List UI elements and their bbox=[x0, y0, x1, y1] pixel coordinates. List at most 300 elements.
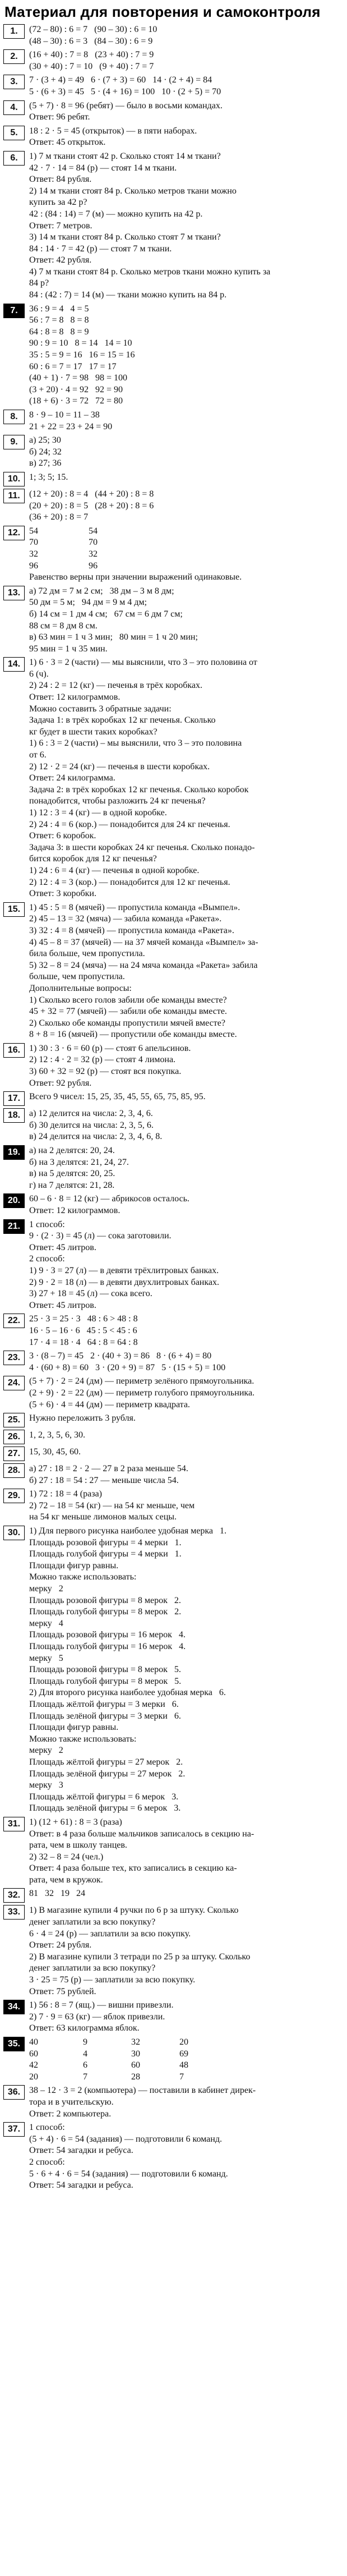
solution-line: 1 способ: bbox=[29, 1219, 65, 1229]
exercise-number-badge: 20. bbox=[3, 1193, 25, 1208]
solution-line: 2) 24 : 4 = 6 (кор.) — понадобится для 24 кг печенья. bbox=[29, 819, 230, 829]
solution-line: (48 – 30) : 6 = 3 (84 – 30) : 6 = 9 bbox=[29, 36, 153, 46]
exercise-item bbox=[3, 1043, 341, 1089]
solution-line: 5 · (6 + 3) = 45 5 · (4 + 16) = 100 10 · (2 + 5) = 70 bbox=[29, 86, 221, 97]
exercise-solution bbox=[29, 2122, 341, 2192]
exercise-solution bbox=[29, 1463, 341, 1486]
grid-cell: 54 bbox=[29, 526, 38, 536]
exercise-solution bbox=[29, 657, 341, 899]
solution-line: (20 + 20) : 8 = 5 (28 + 20) : 8 = 6 bbox=[29, 500, 154, 511]
solution-line: Ответ: 12 килограммов. bbox=[29, 1206, 121, 1215]
solution-line: Площадь жёлтой фигуры = 27 мерок 2. bbox=[29, 1757, 183, 1767]
exercise-item bbox=[3, 1905, 341, 1998]
exercise-number-badge: 21. bbox=[3, 1219, 25, 1234]
solution-line: 42 · 7 · 14 = 84 (р) — стоят 14 м ткани. bbox=[29, 163, 177, 173]
page-title: Материал для повторения и самоконтроля bbox=[4, 3, 321, 20]
solution-line: Площадь жёлтой фигуры = 6 мерок 3. bbox=[29, 1792, 179, 1802]
exercise-item bbox=[3, 1193, 341, 1216]
exercise-solution bbox=[29, 1817, 341, 1886]
exercise-solution bbox=[29, 75, 341, 98]
solution-line: 42 : (84 : 14) = 7 (м) — можно купить на 42 р. bbox=[29, 209, 203, 219]
exercise-item bbox=[3, 489, 341, 524]
grid-cell: 96 bbox=[89, 561, 98, 571]
exercise-number-badge: 7. bbox=[3, 304, 25, 318]
solution-line: Задача 1: в трёх коробках 12 кг печенья. Сколько bbox=[29, 715, 216, 725]
exercise-solution bbox=[29, 902, 341, 1041]
exercise-number-badge: 19. bbox=[3, 1145, 25, 1160]
exercise-item bbox=[3, 151, 341, 301]
solution-line: 84 : 14 · 7 = 42 (р) — стоят 7 м ткани. bbox=[29, 244, 172, 254]
grid-cell: 96 bbox=[29, 561, 38, 571]
exercise-item bbox=[3, 435, 341, 470]
exercise-item bbox=[3, 1447, 341, 1461]
solution-line: 2 способ: bbox=[29, 1254, 65, 1264]
exercise-solution bbox=[29, 1905, 341, 1998]
solution-line: Площадь голубой фигуры = 4 мерки 1. bbox=[29, 1549, 182, 1559]
exercise-solution bbox=[29, 410, 341, 433]
solution-line: Ответ: 45 открыток. bbox=[29, 137, 106, 148]
solution-line: Площадь жёлтой фигуры = 3 мерки 6. bbox=[29, 1699, 179, 1709]
solution-line: больше, чем пропустила. bbox=[29, 972, 125, 982]
solution-line: Ответ: 42 рубля. bbox=[29, 255, 92, 265]
solution-line: Площадь голубой фигуры = 8 мерок 5. bbox=[29, 1676, 182, 1686]
solution-line: (40 + 1) · 7 = 98 98 = 100 bbox=[29, 373, 128, 383]
exercise-item bbox=[3, 2122, 341, 2192]
grid-cell: 32 bbox=[29, 549, 38, 559]
exercise-item bbox=[3, 657, 341, 899]
exercise-solution bbox=[29, 126, 341, 149]
solution-line: Площадь розовой фигуры = 4 мерки 1. bbox=[29, 1537, 182, 1548]
exercise-number-badge: 10. bbox=[3, 472, 25, 486]
solution-line: б) 27 : 18 = 54 : 27 — меньше числа 54. bbox=[29, 1475, 179, 1485]
solution-line: 25 · 3 = 25 · 3 48 : 6 > 48 : 8 bbox=[29, 1314, 138, 1324]
solution-line: на 54 кг меньше лимонов малых сецы. bbox=[29, 1512, 177, 1522]
exercise-solution bbox=[29, 2085, 341, 2120]
exercise-solution bbox=[29, 2000, 341, 2035]
solution-line: б) 14 см = 1 дм 4 см; 67 см = 6 дм 7 см; bbox=[29, 609, 183, 619]
solution-line: 16 · 5 – 16 · 6 45 : 5 < 45 : 6 bbox=[29, 1325, 137, 1335]
exercise-item bbox=[3, 1376, 341, 1411]
exercise-solution bbox=[29, 151, 341, 301]
solution-line: (3 + 20) · 4 = 92 92 = 90 bbox=[29, 384, 123, 394]
solution-line: (18 + 6) · 3 = 72 72 = 80 bbox=[29, 396, 123, 406]
exercise-number-badge: 2. bbox=[3, 49, 25, 64]
solution-line: в) 27; 36 bbox=[29, 458, 62, 469]
grid-cell: 28 bbox=[131, 2072, 140, 2082]
solution-line: Ответ: 92 рубля. bbox=[29, 1078, 92, 1088]
solution-line: 4) 45 – 8 = 37 (мячей) — на 37 мячей команда «Вымпел» за- bbox=[29, 937, 258, 947]
answer-grid bbox=[29, 526, 341, 572]
exercise-number-badge: 11. bbox=[3, 489, 25, 503]
solution-line: тора и в учительскую. bbox=[29, 2097, 114, 2107]
grid-cell: 32 bbox=[89, 549, 98, 559]
solution-line: 1) Для первого рисунка наиболее удобная мерка 1. bbox=[29, 1526, 227, 1536]
solution-line: 2) 9 · 2 = 18 (л) — в девяти двухлитровых банках. bbox=[29, 1277, 219, 1287]
solution-line: Площадь зелёной фигуры = 3 мерки 6. bbox=[29, 1711, 181, 1721]
exercise-solution bbox=[29, 1888, 341, 1900]
solution-line: 60 – 6 · 8 = 12 (кг) — абрикосов осталось. bbox=[29, 1194, 189, 1204]
solution-line: 21 + 22 = 23 + 24 = 90 bbox=[29, 421, 113, 431]
grid-cell: 54 bbox=[89, 526, 98, 536]
exercise-solution bbox=[29, 1413, 341, 1425]
solution-line: 7 · (3 + 4) = 49 6 · (7 + 3) = 60 14 · (2 + 4) = 84 bbox=[29, 75, 212, 85]
solution-line: 1) 9 · 3 = 27 (л) — в девяти трёхлитровых банках. bbox=[29, 1265, 219, 1275]
solution-line: 1; 3; 5; 15. bbox=[29, 472, 68, 482]
solution-line: кг будет в шести таких коробках? bbox=[29, 727, 158, 737]
exercise-number-badge: 34. bbox=[3, 2000, 25, 2014]
exercise-item bbox=[3, 1489, 341, 1523]
exercise-solution bbox=[29, 2037, 341, 2083]
exercise-number-badge: 28. bbox=[3, 1463, 25, 1478]
solution-line: б) 24; 32 bbox=[29, 447, 62, 457]
solution-line: в) 24 делится на числа: 2, 3, 4, 6, 8. bbox=[29, 1132, 163, 1142]
grid-cell bbox=[228, 2049, 272, 2060]
exercise-number-badge: 5. bbox=[3, 126, 25, 140]
exercise-number-badge: 32. bbox=[3, 1888, 25, 1903]
grid-cell: 69 bbox=[179, 2049, 188, 2059]
solution-line: Задача 2: в трёх коробках 12 кг печенья. Сколько коробок bbox=[29, 784, 249, 795]
exercise-solution bbox=[29, 1043, 341, 1089]
solution-line: 5 · 6 + 4 · 6 = 54 (задания) — подготовили 6 команд. bbox=[29, 2169, 228, 2179]
exercise-item bbox=[3, 1219, 341, 1312]
solution-line: 50 дм = 5 м; 94 дм = 9 м 4 дм; bbox=[29, 598, 147, 608]
solution-line: 3) 27 + 18 = 45 (л) — сока всего. bbox=[29, 1289, 152, 1299]
grid-cell: 48 bbox=[179, 2060, 188, 2070]
solution-line: Ответ: 12 килограммов. bbox=[29, 692, 121, 702]
solution-line: Ответ: 6 коробок. bbox=[29, 831, 96, 841]
solution-line: (5 + 7) · 8 = 96 (ребят) — было в восьми командах. bbox=[29, 100, 223, 111]
exercise-item bbox=[3, 49, 341, 72]
solution-line: от 6. bbox=[29, 750, 47, 760]
solution-line: денег заплатили за всю покупку? bbox=[29, 1963, 156, 1973]
solution-line: (5 + 7) · 2 = 24 (дм) — периметр зелёного прямоугольника. bbox=[29, 1376, 255, 1386]
solution-line: 3) 14 м ткани стоят 84 р. Сколько стоят 7 м ткани? bbox=[29, 232, 221, 242]
solution-line: 8 · 9 – 10 = 11 – 38 bbox=[29, 410, 100, 420]
exercise-solution bbox=[29, 24, 341, 47]
solution-line: 3 · (8 – 7) = 45 2 · (40 + 3) = 86 8 · (6 + 4) = 80 bbox=[29, 1351, 212, 1361]
solution-line: а) 12 делится на числа: 2, 3, 4, 6. bbox=[29, 1109, 153, 1119]
solution-line: мерку 3 bbox=[29, 1780, 63, 1790]
solution-line: (5 + 6) · 4 = 44 (дм) — периметр квадрата. bbox=[29, 1399, 190, 1409]
solution-line: 2) 24 : 2 = 12 (кг) — печенья в трёх коробках. bbox=[29, 681, 202, 691]
grid-cell: 70 bbox=[89, 538, 98, 548]
exercise-item bbox=[3, 75, 341, 98]
exercise-solution bbox=[29, 1376, 341, 1411]
solution-line: 1) Сколько всего голов забили обе команды вместе? bbox=[29, 995, 227, 1005]
solution-line: 2) 12 : 4 · 2 = 32 (р) — стоят 4 лимона. bbox=[29, 1055, 176, 1065]
exercise-solution bbox=[29, 1219, 341, 1312]
grid-cell: 60 bbox=[29, 2049, 38, 2059]
exercise-number-badge: 6. bbox=[3, 151, 25, 166]
exercise-item bbox=[3, 472, 341, 486]
exercise-item bbox=[3, 1888, 341, 1903]
solution-line: 3) 32 : 4 = 8 (мячей) — пропустила команда «Ракета». bbox=[29, 925, 234, 935]
grid-cell bbox=[148, 561, 204, 572]
solution-line: 1, 2, 3, 5, 6, 30. bbox=[29, 1430, 85, 1440]
exercise-item bbox=[3, 1091, 341, 1106]
grid-cell: 20 bbox=[29, 2072, 38, 2082]
exercise-solution bbox=[29, 1447, 341, 1458]
solution-line: 1) 12 : 3 = 4 (кг) — в одной коробке. bbox=[29, 808, 167, 818]
solution-line: 56 : 7 = 8 8 = 8 bbox=[29, 315, 89, 325]
solution-line: Ответ: 3 коробки. bbox=[29, 889, 96, 899]
exercise-item bbox=[3, 24, 341, 47]
solution-line: 64 : 8 = 8 8 = 9 bbox=[29, 327, 89, 337]
exercise-number-badge: 27. bbox=[3, 1447, 25, 1461]
exercise-item bbox=[3, 304, 341, 407]
exercise-number-badge: 36. bbox=[3, 2085, 25, 2100]
solution-line: Площадь зелёной фигуры = 27 мерок 2. bbox=[29, 1769, 186, 1779]
solution-line: 6 (ч). bbox=[29, 669, 49, 679]
exercise-number-badge: 12. bbox=[3, 526, 25, 540]
exercise-item bbox=[3, 1314, 341, 1348]
exercise-solution bbox=[29, 1489, 341, 1523]
exercise-number-badge: 1. bbox=[3, 24, 25, 39]
exercise-solution bbox=[29, 489, 341, 524]
exercise-number-badge: 37. bbox=[3, 2122, 25, 2137]
exercise-item bbox=[3, 126, 341, 149]
solution-line: 9 · (2 · 3) = 45 (л) — сока заготовили. bbox=[29, 1231, 172, 1241]
solution-line: Можно составить 3 обратные задачи: bbox=[29, 704, 172, 714]
solution-line: Ответ: 54 загадки и ребуса. bbox=[29, 2146, 133, 2156]
solution-line: Можно также использовать: bbox=[29, 1734, 137, 1744]
solution-line: Ответ: 45 литров. bbox=[29, 1242, 96, 1252]
answer-grid bbox=[29, 2037, 341, 2083]
solution-line: Задача 3: в шести коробках 24 кг печенья. Сколько понадо- bbox=[29, 842, 255, 852]
solution-line: Ответ: 84 рубля. bbox=[29, 175, 92, 185]
grid-cell: 42 bbox=[29, 2060, 38, 2070]
grid-cell: 40 bbox=[29, 2037, 38, 2047]
exercise-number-badge: 22. bbox=[3, 1314, 25, 1328]
solution-line: 1) 24 : 6 = 4 (кг) — печенья в одной коробке. bbox=[29, 865, 200, 875]
solution-line: 8 + 8 = 16 (мячей) — пропустили обе команды вместе. bbox=[29, 1030, 237, 1040]
solution-line: а) на 2 делятся: 20, 24. bbox=[29, 1146, 115, 1156]
grid-cell: 6 bbox=[83, 2060, 87, 2070]
solution-line: Ответ: 2 компьютера. bbox=[29, 2109, 112, 2119]
solution-line: бится коробок для 12 кг печенья? bbox=[29, 854, 157, 864]
solution-line: рата, чем в кружок. bbox=[29, 1875, 103, 1885]
solution-line: 2 способ: bbox=[29, 2157, 65, 2167]
solution-line: купить за 42 р? bbox=[29, 198, 87, 208]
solution-line: Нужно переложить 3 рубля. bbox=[29, 1413, 136, 1424]
solution-line: Площадь зелёной фигуры = 6 мерок 3. bbox=[29, 1803, 181, 1813]
solution-line: (30 + 40) : 7 = 10 (9 + 40) : 7 = 7 bbox=[29, 61, 154, 71]
exercise-number-badge: 29. bbox=[3, 1489, 25, 1503]
exercise-item bbox=[3, 410, 341, 433]
grid-cell: 20 bbox=[179, 2037, 188, 2047]
exercise-number-badge: 35. bbox=[3, 2037, 25, 2051]
grid-cell: 70 bbox=[29, 538, 38, 548]
grid-cell bbox=[148, 526, 204, 538]
solution-line: Всего 9 чисел: 15, 25, 35, 45, 55, 65, 75, 85, 95. bbox=[29, 1092, 206, 1102]
solution-line: (5 + 4) · 6 = 54 (задания) — подготовили 6 команд. bbox=[29, 2134, 222, 2144]
exercise-solution bbox=[29, 1314, 341, 1348]
solution-line: в) 63 мин = 1 ч 3 мин; 80 мин = 1 ч 20 мин; bbox=[29, 632, 198, 642]
exercise-solution bbox=[29, 472, 341, 484]
solution-line: мерку 2 bbox=[29, 1584, 63, 1594]
solution-line: мерку 4 bbox=[29, 1618, 63, 1628]
solution-line: 1) В магазине купили 4 ручки по 6 р за штуку. Сколько bbox=[29, 1905, 239, 1916]
solution-line: 38 – 12 · 3 = 2 (компьютера) — поставили в кабинет дирек- bbox=[29, 2086, 256, 2096]
exercise-item bbox=[3, 1413, 341, 1427]
solution-line: Дополнительные вопросы: bbox=[29, 983, 132, 993]
exercise-item bbox=[3, 1463, 341, 1486]
solution-line: 3 · 25 = 75 (р) — заплатили за всю покупку. bbox=[29, 1975, 196, 1985]
exercise-solution bbox=[29, 1108, 341, 1143]
solution-line: Ответ: 45 литров. bbox=[29, 1300, 96, 1310]
solution-line: 1) 7 м ткани стоят 42 р. Сколько стоят 14 м ткани? bbox=[29, 151, 221, 161]
exercise-solution bbox=[29, 1091, 341, 1103]
exercise-item bbox=[3, 586, 341, 655]
solution-line: 15, 30, 45, 60. bbox=[29, 1447, 81, 1457]
solution-line: Площади фигур равны. bbox=[29, 1560, 119, 1571]
solution-line: 2) Для второго рисунка наиболее удобная мерка 6. bbox=[29, 1688, 226, 1698]
solution-line: Площадь розовой фигуры = 8 мерок 5. bbox=[29, 1665, 181, 1675]
grid-cell bbox=[148, 549, 204, 561]
exercise-number-badge: 17. bbox=[3, 1091, 25, 1106]
solution-line: Площади фигур равны. bbox=[29, 1723, 119, 1733]
solution-line: 2) 12 : 4 = 3 (кор.) — понадобится для 12 кг печенья. bbox=[29, 877, 230, 887]
solution-line: 1) 72 : 18 = 4 (раза) bbox=[29, 1489, 102, 1499]
exercise-solution bbox=[29, 100, 341, 123]
solution-line: 1) (12 + 61) : 8 = 3 (раза) bbox=[29, 1817, 122, 1827]
solution-line: а) 72 дм = 7 м 2 см; 38 дм – 3 м 8 дм; bbox=[29, 586, 174, 596]
solution-line: Ответ: 63 килограмма яблок. bbox=[29, 2023, 140, 2033]
exercise-number-badge: 16. bbox=[3, 1043, 25, 1058]
solution-line: 2) 7 · 9 = 63 (кг) — яблок привезли. bbox=[29, 2012, 165, 2022]
solution-line: 45 + 32 = 77 (мячей) — забили обе команды вместе. bbox=[29, 1007, 227, 1017]
exercise-item bbox=[3, 1430, 341, 1444]
solution-line: била больше, чем пропустила. bbox=[29, 949, 145, 959]
grid-cell: 30 bbox=[131, 2049, 140, 2059]
solution-line: 2) 32 – 8 = 24 (чел.) bbox=[29, 1852, 104, 1862]
exercise-solution bbox=[29, 586, 341, 655]
exercise-solution bbox=[29, 304, 341, 407]
exercise-item bbox=[3, 526, 341, 584]
exercise-number-badge: 4. bbox=[3, 100, 25, 115]
exercise-item bbox=[3, 2000, 341, 2035]
solution-line: (72 – 80) : 6 = 7 (90 – 30) : 6 = 10 bbox=[29, 25, 158, 34]
solution-line: 1) 6 · 3 = 2 (части) — мы выяснили, что 3 – это половина от bbox=[29, 658, 257, 668]
exercise-item bbox=[3, 1526, 341, 1815]
solution-line: Площадь голубой фигуры = 8 мерок 2. bbox=[29, 1607, 182, 1617]
solution-line: Ответ: в 4 раза больше мальчиков записалось в секцию на- bbox=[29, 1829, 255, 1839]
exercise-solution bbox=[29, 1526, 341, 1815]
grid-cell: 7 bbox=[83, 2072, 87, 2082]
solution-line: 3) 60 + 32 = 92 (р) — стоят вся покупка. bbox=[29, 1067, 182, 1077]
exercise-number-badge: 31. bbox=[3, 1817, 25, 1831]
solution-line: Ответ: 96 ребят. bbox=[29, 112, 90, 122]
solution-line: (16 + 40) : 7 = 8 (23 + 40) : 7 = 9 bbox=[29, 50, 154, 60]
solution-line: рата, чем в школу танцев. bbox=[29, 1840, 127, 1851]
exercise-item bbox=[3, 1108, 341, 1143]
solution-line: Ответ: 54 загадки и ребуса. bbox=[29, 2180, 133, 2191]
solution-line: 1) 30 : 3 · 6 = 60 (р) — стоят 6 апельсинов. bbox=[29, 1043, 191, 1053]
grid-cell bbox=[228, 2072, 272, 2083]
solution-line: а) 27 : 18 = 2 · 2 — 27 в 2 раза меньше 54. bbox=[29, 1464, 188, 1474]
solution-line: Площадь розовой фигуры = 8 мерок 2. bbox=[29, 1595, 181, 1605]
exercise-solution bbox=[29, 1145, 341, 1191]
exercise-number-badge: 14. bbox=[3, 657, 25, 672]
solution-line: 2) Сколько обе команды пропустили мячей вместе? bbox=[29, 1018, 225, 1028]
exercise-item bbox=[3, 902, 341, 1041]
solution-line: мерку 2 bbox=[29, 1746, 63, 1756]
exercise-item bbox=[3, 100, 341, 123]
solution-line: Ответ: 24 рубля. bbox=[29, 1940, 92, 1950]
exercise-number-badge: 30. bbox=[3, 1526, 25, 1540]
grid-cell bbox=[148, 537, 204, 549]
solution-line: Ответ: 7 метров. bbox=[29, 221, 92, 231]
solution-line: 18 : 2 · 5 = 45 (открыток) — в пяти наборах. bbox=[29, 126, 197, 136]
solution-line: 1 способ: bbox=[29, 2123, 65, 2133]
exercise-item bbox=[3, 1351, 341, 1374]
solution-line: (36 + 20) : 8 = 7 bbox=[29, 512, 89, 522]
exercise-number-badge: 24. bbox=[3, 1376, 25, 1390]
exercise-number-badge: 26. bbox=[3, 1430, 25, 1444]
exercise-item bbox=[3, 1817, 341, 1886]
exercise-list bbox=[0, 21, 347, 2192]
grid-cell: 32 bbox=[131, 2037, 140, 2047]
exercise-number-badge: 3. bbox=[3, 75, 25, 89]
solution-line: в) на 5 делятся: 20, 25. bbox=[29, 1169, 115, 1179]
solution-line: мерку 5 bbox=[29, 1653, 63, 1663]
solution-line: 95 мин = 1 ч 35 мин. bbox=[29, 644, 108, 654]
exercise-number-badge: 33. bbox=[3, 1905, 25, 1920]
solution-line: Ответ: 24 килограмма. bbox=[29, 773, 115, 783]
exercise-item bbox=[3, 2037, 341, 2083]
exercise-item bbox=[3, 2085, 341, 2120]
solution-line: 35 : 5 = 9 = 16 16 = 15 = 16 bbox=[29, 350, 135, 360]
solution-line: 88 см = 8 дм 8 см. bbox=[29, 621, 98, 631]
solution-line: 4) 7 м ткани стоят 84 р. Сколько метров ткани можно купить за bbox=[29, 267, 271, 277]
solution-line: 17 · 4 = 18 · 4 64 : 8 = 64 : 8 bbox=[29, 1337, 138, 1347]
exercise-number-badge: 23. bbox=[3, 1351, 25, 1365]
solution-line: 84 : (42 : 7) = 14 (м) — ткани можно купить на 84 р. bbox=[29, 290, 227, 300]
solution-line: г) на 7 делятся: 21, 28. bbox=[29, 1180, 115, 1190]
solution-line: 4 · (60 + 8) = 60 3 · (20 + 9) = 87 5 · (15 + 5) = 100 bbox=[29, 1362, 226, 1372]
exercise-number-badge: 13. bbox=[3, 586, 25, 600]
exercise-number-badge: 18. bbox=[3, 1108, 25, 1123]
grid-cell: 9 bbox=[83, 2037, 87, 2047]
solution-line: Ответ: 4 раза больше тех, кто записались в секцию ка- bbox=[29, 1863, 237, 1874]
solution-line: 2) 72 – 18 = 54 (кг) — на 54 кг меньше, чем bbox=[29, 1500, 195, 1510]
solution-line: 6 · 4 = 24 (р) — заплатили за всю покупку. bbox=[29, 1928, 191, 1939]
solution-line: 2) 12 · 2 = 24 (кг) — печенья в шести коробках. bbox=[29, 761, 210, 772]
exercise-number-badge: 15. bbox=[3, 902, 25, 917]
grid-cell: 7 bbox=[179, 2072, 184, 2082]
solution-line: 1) 56 : 8 = 7 (ящ.) — вишни привезли. bbox=[29, 2000, 174, 2010]
solution-line: (2 + 9) · 2 = 22 (дм) — периметр голубого прямоугольника. bbox=[29, 1388, 255, 1398]
solution-line: 1) 45 : 5 = 8 (мячей) — пропустила команда «Вымпел». bbox=[29, 902, 240, 912]
solution-line: 2) 45 – 13 = 32 (мяча) — забила команда «Ракета». bbox=[29, 914, 222, 924]
solution-line: 90 : 9 = 10 8 = 14 14 = 10 bbox=[29, 338, 132, 348]
solution-line: Можно также использовать: bbox=[29, 1572, 137, 1582]
exercise-solution bbox=[29, 435, 341, 470]
grid-cell: 60 bbox=[131, 2060, 140, 2070]
grid-cell: 4 bbox=[83, 2049, 87, 2059]
solution-line: Площадь голубой фигуры = 16 мерок 4. bbox=[29, 1642, 186, 1651]
solution-line: Равенство верны при значении выражений одинаковые. bbox=[29, 572, 242, 582]
exercise-number-badge: 8. bbox=[3, 410, 25, 424]
grid-cell bbox=[228, 2037, 272, 2049]
solution-line: 2) В магазине купили 3 тетради по 25 р за штуку. Сколько bbox=[29, 1951, 251, 1962]
exercise-item bbox=[3, 1145, 341, 1191]
solution-line: б) 30 делится на числа: 2, 3, 5, 6. bbox=[29, 1120, 154, 1130]
solution-line: 1) 6 : 3 = 2 (части) – мы выяснили, что 3 – это половина bbox=[29, 738, 242, 749]
solution-line: денег заплатили за всю покупку? bbox=[29, 1917, 156, 1927]
solution-line: 81 32 19 24 bbox=[29, 1889, 85, 1899]
solution-line: 2) 14 м ткани стоят 84 р. Сколько метров ткани можно bbox=[29, 186, 237, 196]
